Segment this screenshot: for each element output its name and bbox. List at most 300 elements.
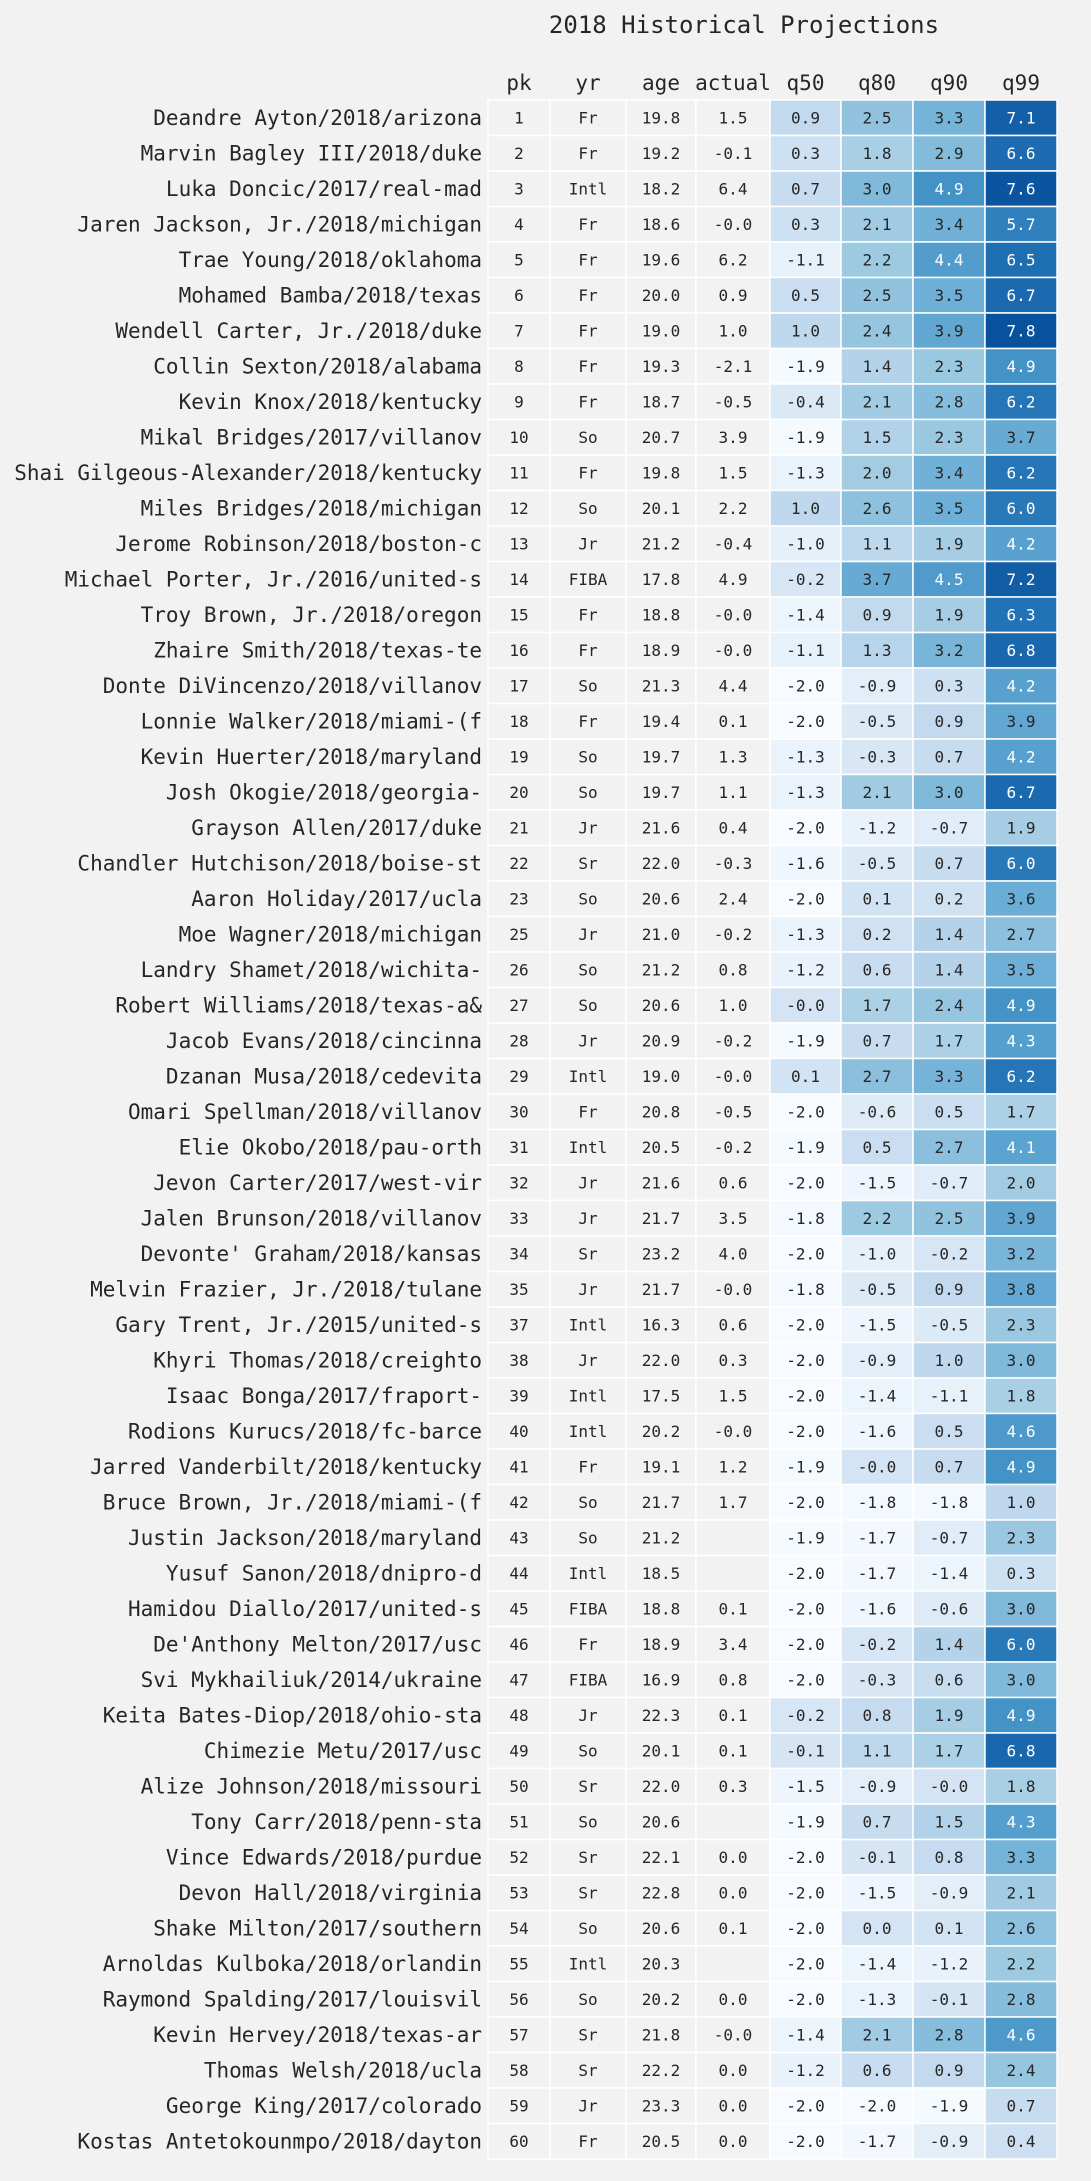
cell-value-q90: 2.3 [934, 427, 964, 447]
cell-value-q90: 0.7 [934, 853, 964, 873]
cell-value-q80: -0.0 [857, 1457, 897, 1477]
cell-value-q90: 1.4 [934, 924, 964, 944]
cell-value-q90: 3.4 [934, 463, 964, 483]
cell-value-yr: Fr [578, 108, 598, 128]
cell-value-pk: 10 [509, 427, 529, 447]
cell-value-q80: -0.9 [857, 1776, 897, 1796]
cell-value-q50: -0.4 [786, 392, 825, 412]
cell-value-pk: 48 [509, 1705, 529, 1725]
cell-value-q99: 4.3 [1006, 1812, 1036, 1832]
cell-value-q99: 4.6 [1006, 2025, 1036, 2045]
row-label: George King/2017/colorado [165, 2093, 482, 2118]
cell-value-q50: -2.0 [786, 1173, 825, 1193]
cell-value-q90: -0.6 [929, 1599, 969, 1619]
cell-value-q90: -0.5 [929, 1315, 969, 1335]
cell-value-actual: 4.4 [718, 676, 748, 696]
row-label: Shai Gilgeous-Alexander/2018/kentucky [14, 460, 482, 485]
cell-value-yr: So [578, 782, 598, 802]
cell-value-yr: Intl [568, 179, 608, 199]
cell-value-q80: -0.9 [857, 676, 897, 696]
cell-value-actual: 0.1 [718, 1599, 748, 1619]
cell-value-q90: 0.1 [934, 1918, 964, 1938]
cell-value-q80: 0.7 [862, 1031, 892, 1051]
cell-value-q99: 0.4 [1006, 2131, 1036, 2151]
cell-value-q90: 0.3 [934, 676, 964, 696]
cell-value-q99: 6.3 [1006, 605, 1036, 625]
row-label: Devonte' Graham/2018/kansas [140, 1241, 482, 1266]
cell-value-pk: 57 [509, 2025, 529, 2045]
cell-value-q50: -1.8 [786, 1208, 825, 1228]
cell-value-actual: -0.2 [713, 1031, 753, 1051]
cell-value-age: 18.8 [641, 605, 681, 625]
cell-value-actual: -0.5 [713, 392, 753, 412]
cell-value-q80: 2.2 [862, 250, 892, 270]
cell-value-q90: 4.5 [934, 569, 964, 589]
cell-value-age: 21.7 [641, 1492, 681, 1512]
row-label: Marvin Bagley III/2018/duke [140, 141, 482, 166]
cell-value-actual: 0.0 [718, 2060, 748, 2080]
cell-value-q90: -0.7 [929, 1173, 969, 1193]
cell-value-q90: 0.5 [934, 1102, 964, 1122]
cell-value-q50: -0.0 [786, 995, 825, 1015]
cell-value-yr: So [578, 1528, 598, 1548]
cell-value-q50: -2.0 [786, 1634, 825, 1654]
cell-value-q90: 0.6 [934, 1670, 964, 1690]
row-label: Jacob Evans/2018/cincinna [165, 1028, 482, 1053]
cell-value-age: 18.8 [641, 1599, 681, 1619]
cell-value-actual: 0.3 [718, 1776, 748, 1796]
cell-value-q80: 0.6 [862, 960, 892, 980]
cell-value-q80: 0.8 [862, 1705, 892, 1725]
cell-value-q99: 5.7 [1006, 214, 1036, 234]
cell-value-yr: Fr [578, 285, 598, 305]
cell-value-q80: -0.9 [857, 1350, 897, 1370]
cell-value-age: 18.5 [641, 1563, 681, 1583]
cell-value-actual: 1.0 [718, 321, 748, 341]
cell-value-q80: 0.7 [862, 1812, 892, 1832]
cell-value-q99: 2.3 [1006, 1528, 1036, 1548]
cell-value-age: 21.0 [641, 924, 681, 944]
cell-value-q80: -1.8 [857, 1492, 897, 1512]
cell-value-q99: 6.5 [1006, 250, 1036, 270]
cell-value-pk: 47 [509, 1670, 529, 1690]
cell-value-q90: 2.8 [934, 2025, 964, 2045]
cell-value-actual: 0.0 [718, 1883, 748, 1903]
cell-value-actual: 3.5 [718, 1208, 748, 1228]
row-label: Justin Jackson/2018/maryland [127, 1525, 482, 1550]
cell-value-q99: 7.2 [1006, 569, 1036, 589]
cell-value-age: 19.8 [641, 108, 681, 128]
cell-value-q90: 2.5 [934, 1208, 964, 1228]
cell-value-actual: -0.3 [713, 853, 753, 873]
row-label: Mikal Bridges/2017/villanov [140, 425, 482, 450]
cell-value-q99: 6.2 [1006, 463, 1036, 483]
cell-value-q80: 2.1 [862, 214, 892, 234]
row-label: Chandler Hutchison/2018/boise-st [77, 851, 482, 876]
cell-value-q50: -2.0 [786, 1883, 825, 1903]
cell-value-yr: Fr [578, 640, 598, 660]
cell-value-yr: FIBA [568, 1670, 608, 1690]
cell-value-yr: Fr [578, 1634, 598, 1654]
cell-value-age: 21.6 [641, 818, 681, 838]
cell-value-q99: 1.7 [1006, 1102, 1036, 1122]
cell-value-q99: 4.6 [1006, 1421, 1036, 1441]
cell-value-actual: 6.2 [718, 250, 748, 270]
cell-value-q80: 0.9 [862, 605, 892, 625]
cell-value-q99: 4.9 [1006, 1705, 1036, 1725]
cell-value-pk: 56 [509, 1989, 529, 2009]
row-label: Aaron Holiday/2017/ucla [191, 886, 482, 911]
cell-value-yr: Fr [578, 356, 598, 376]
cell-value-pk: 22 [509, 853, 529, 873]
row-label: Landry Shamet/2018/wichita- [140, 957, 482, 982]
cell-value-age: 19.7 [641, 782, 681, 802]
cell-value-yr: Jr [578, 818, 598, 838]
cell-value-age: 20.6 [641, 995, 681, 1015]
cell-value-q80: 1.5 [862, 427, 892, 447]
cell-value-q90: 1.7 [934, 1741, 964, 1761]
cell-value-q99: 0.3 [1006, 1563, 1036, 1583]
cell-value-q90: 2.7 [934, 1137, 964, 1157]
cell-value-q90: 0.9 [934, 2060, 964, 2080]
cell-value-q80: 2.1 [862, 392, 892, 412]
cell-value-q50: -2.0 [786, 1350, 825, 1370]
cell-value-age: 20.2 [641, 1989, 681, 2009]
cell-value-age: 23.2 [641, 1244, 681, 1264]
cell-actual [696, 1804, 770, 1840]
cell-value-q50: -1.3 [786, 463, 825, 483]
cell-value-pk: 41 [509, 1457, 529, 1477]
cell-value-yr: So [578, 1918, 598, 1938]
row-label: Vince Edwards/2018/purdue [165, 1845, 482, 1870]
cell-value-yr: So [578, 889, 598, 909]
cell-value-pk: 19 [509, 747, 529, 767]
cell-value-actual: 1.3 [718, 747, 748, 767]
cell-value-pk: 39 [509, 1386, 529, 1406]
cell-value-pk: 58 [509, 2060, 529, 2080]
cell-value-q99: 6.7 [1006, 285, 1036, 305]
row-label: Omari Spellman/2018/villanov [127, 1099, 482, 1124]
row-label: Moe Wagner/2018/michigan [178, 922, 482, 947]
cell-value-pk: 18 [509, 711, 529, 731]
cell-value-q80: -0.1 [857, 1847, 897, 1867]
row-label: Collin Sexton/2018/alabama [153, 354, 482, 379]
cell-value-yr: FIBA [568, 1599, 608, 1619]
row-label: Tony Carr/2018/penn-sta [191, 1809, 482, 1834]
cell-value-q90: 4.4 [934, 250, 964, 270]
cell-value-yr: Fr [578, 143, 598, 163]
cell-value-q50: -2.0 [786, 1670, 825, 1690]
cell-value-pk: 34 [509, 1244, 529, 1264]
cell-value-q90: 3.9 [934, 321, 964, 341]
cell-value-q50: -2.0 [786, 711, 825, 731]
cell-value-q80: -0.6 [857, 1102, 897, 1122]
cell-value-q90: -0.0 [929, 1776, 969, 1796]
cell-value-q99: 1.8 [1006, 1386, 1036, 1406]
cell-value-actual: 4.0 [718, 1244, 748, 1264]
row-label: Kevin Hervey/2018/texas-ar [153, 2022, 482, 2047]
cell-value-actual: 1.7 [718, 1492, 748, 1512]
cell-value-q99: 0.7 [1006, 2096, 1036, 2116]
cell-value-actual: 0.0 [718, 2096, 748, 2116]
cell-value-q99: 4.1 [1006, 1137, 1036, 1157]
cell-value-yr: So [578, 1492, 598, 1512]
cell-value-q99: 2.7 [1006, 924, 1036, 944]
cell-value-age: 16.3 [641, 1315, 681, 1335]
cell-value-q90: 0.5 [934, 1421, 964, 1441]
cell-value-q50: 0.1 [791, 1066, 820, 1086]
cell-value-q80: 2.4 [862, 321, 892, 341]
cell-value-actual: -0.0 [713, 1279, 753, 1299]
cell-value-q50: -1.1 [786, 250, 825, 270]
cell-value-age: 22.0 [641, 853, 681, 873]
cell-value-q90: 2.9 [934, 143, 964, 163]
column-header-pk: pk [506, 71, 532, 95]
cell-value-actual: 0.8 [718, 1670, 748, 1690]
row-label: Mohamed Bamba/2018/texas [178, 283, 482, 308]
cell-value-pk: 11 [509, 463, 529, 483]
cell-value-yr: Fr [578, 392, 598, 412]
cell-value-yr: Sr [578, 2025, 598, 2045]
cell-value-pk: 51 [509, 1812, 529, 1832]
cell-value-pk: 17 [509, 676, 529, 696]
cell-value-pk: 31 [509, 1137, 529, 1157]
cell-value-q80: 2.5 [862, 108, 892, 128]
cell-value-yr: So [578, 1989, 598, 2009]
cell-value-q50: -2.0 [786, 889, 825, 909]
cell-value-yr: Fr [578, 321, 598, 341]
cell-value-yr: Sr [578, 853, 598, 873]
cell-value-pk: 55 [509, 1954, 529, 1974]
cell-value-q99: 3.5 [1006, 960, 1036, 980]
cell-value-yr: Fr [578, 214, 598, 234]
cell-value-actual: 1.5 [718, 1386, 748, 1406]
row-label: Rodions Kurucs/2018/fc-barce [127, 1419, 482, 1444]
cell-value-q99: 6.6 [1006, 143, 1036, 163]
cell-value-age: 18.6 [641, 214, 681, 234]
row-label: Troy Brown, Jr./2018/oregon [140, 602, 482, 627]
cell-value-q99: 2.0 [1006, 1173, 1036, 1193]
cell-value-yr: Fr [578, 463, 598, 483]
cell-value-pk: 2 [514, 143, 524, 163]
cell-value-q80: -1.5 [857, 1173, 897, 1193]
cell-value-age: 20.1 [641, 1741, 681, 1761]
cell-value-q50: -1.6 [786, 853, 825, 873]
cell-value-q80: 2.1 [862, 2025, 892, 2045]
cell-value-actual: -2.1 [713, 356, 753, 376]
cell-value-actual: 3.4 [718, 1634, 748, 1654]
cell-value-q90: 2.8 [934, 392, 964, 412]
cell-value-yr: Jr [578, 1173, 598, 1193]
cell-value-q99: 6.0 [1006, 498, 1036, 518]
cell-value-q50: 0.3 [791, 143, 820, 163]
cell-actual [696, 1946, 770, 1982]
cell-value-age: 18.9 [641, 640, 681, 660]
row-label: Robert Williams/2018/texas-a& [115, 993, 482, 1018]
cell-value-age: 18.9 [641, 1634, 681, 1654]
cell-value-q80: -1.7 [857, 1563, 897, 1583]
row-label: Jalen Brunson/2018/villanov [140, 1206, 482, 1231]
cell-value-q99: 4.9 [1006, 356, 1036, 376]
cell-value-yr: Jr [578, 534, 598, 554]
cell-value-q80: -0.5 [857, 1279, 897, 1299]
cell-value-age: 18.2 [641, 179, 681, 199]
cell-value-yr: Jr [578, 924, 598, 944]
cell-value-age: 22.0 [641, 1350, 681, 1370]
cell-value-pk: 13 [509, 534, 529, 554]
cell-value-actual: -0.0 [713, 2025, 753, 2045]
cell-value-q50: -2.0 [786, 676, 825, 696]
cell-value-q80: -1.7 [857, 2131, 897, 2151]
cell-value-q99: 1.0 [1006, 1492, 1036, 1512]
row-label: Raymond Spalding/2017/louisvil [102, 1987, 482, 2012]
row-label: Jaren Jackson, Jr./2018/michigan [77, 212, 482, 237]
cell-value-pk: 15 [509, 605, 529, 625]
cell-value-age: 20.1 [641, 498, 681, 518]
row-label: Lonnie Walker/2018/miami-(f [140, 709, 482, 734]
cell-value-q50: -2.0 [786, 1421, 825, 1441]
cell-value-q50: -2.0 [786, 1599, 825, 1619]
cell-value-yr: So [578, 427, 598, 447]
cell-value-q99: 6.0 [1006, 853, 1036, 873]
cell-value-yr: Jr [578, 1350, 598, 1370]
cell-value-actual: -0.0 [713, 640, 753, 660]
cell-value-age: 19.0 [641, 1066, 681, 1086]
cell-value-q90: 3.2 [934, 640, 964, 660]
cell-value-q90: 3.3 [934, 1066, 964, 1086]
cell-value-age: 21.2 [641, 960, 681, 980]
cell-value-actual: 1.5 [718, 463, 748, 483]
cell-value-pk: 7 [514, 321, 524, 341]
cell-value-q90: 0.9 [934, 711, 964, 731]
row-label: Khyri Thomas/2018/creighto [153, 1348, 482, 1373]
cell-value-q90: 1.7 [934, 1031, 964, 1051]
row-label: Dzanan Musa/2018/cedevita [165, 1064, 482, 1089]
cell-value-q50: -1.1 [786, 640, 825, 660]
cell-value-yr: So [578, 498, 598, 518]
cell-value-actual: 2.4 [718, 889, 748, 909]
cell-value-pk: 54 [509, 1918, 529, 1938]
cell-value-q90: 3.5 [934, 285, 964, 305]
cell-value-actual: -0.0 [713, 214, 753, 234]
cell-value-pk: 8 [514, 356, 524, 376]
row-label: Arnoldas Kulboka/2018/orlandin [102, 1951, 482, 1976]
row-label: Zhaire Smith/2018/texas-te [153, 638, 482, 663]
cell-value-pk: 53 [509, 1883, 529, 1903]
row-label: Kevin Huerter/2018/maryland [140, 744, 482, 769]
cell-value-yr: Sr [578, 1776, 598, 1796]
cell-value-q90: -0.9 [929, 1883, 969, 1903]
row-label: Wendell Carter, Jr./2018/duke [115, 318, 482, 343]
cell-value-q80: -0.5 [857, 853, 897, 873]
cell-value-q50: -2.0 [786, 1563, 825, 1583]
cell-value-yr: Intl [568, 1954, 608, 1974]
cell-value-age: 19.1 [641, 1457, 681, 1477]
cell-value-pk: 21 [509, 818, 529, 838]
cell-value-q50: -2.0 [786, 2131, 825, 2151]
cell-value-actual: 1.2 [718, 1457, 748, 1477]
row-label: Trae Young/2018/oklahoma [178, 247, 482, 272]
cell-value-q50: -1.3 [786, 747, 825, 767]
cell-value-pk: 42 [509, 1492, 529, 1512]
cell-value-age: 19.4 [641, 711, 681, 731]
cell-value-q90: 3.5 [934, 498, 964, 518]
cell-value-q80: -1.3 [857, 1989, 897, 2009]
cell-value-q99: 3.0 [1006, 1670, 1036, 1690]
cell-value-age: 17.8 [641, 569, 681, 589]
cell-value-yr: Jr [578, 1208, 598, 1228]
cell-value-age: 22.1 [641, 1847, 681, 1867]
cell-value-q90: 1.9 [934, 605, 964, 625]
cell-value-age: 19.3 [641, 356, 681, 376]
cell-value-q50: -2.0 [786, 1102, 825, 1122]
cell-value-q90: -1.8 [929, 1492, 969, 1512]
cell-value-actual: 0.0 [718, 2131, 748, 2151]
cell-value-actual: 1.5 [718, 108, 748, 128]
cell-value-q80: -1.6 [857, 1421, 897, 1441]
cell-value-yr: Sr [578, 1883, 598, 1903]
column-header-q80: q80 [858, 71, 896, 95]
cell-value-q90: -0.7 [929, 818, 969, 838]
row-label: Elie Okobo/2018/pau-orth [178, 1135, 482, 1160]
cell-value-actual: -0.4 [713, 534, 753, 554]
cell-value-actual: -0.0 [713, 1421, 753, 1441]
cell-value-q99: 6.2 [1006, 392, 1036, 412]
cell-value-yr: Fr [578, 2131, 598, 2151]
row-label: Shake Milton/2017/southern [153, 1916, 482, 1941]
row-label: De'Anthony Melton/2017/usc [153, 1632, 482, 1657]
cell-value-yr: Sr [578, 2060, 598, 2080]
cell-value-pk: 60 [509, 2131, 529, 2151]
cell-value-q50: -1.9 [786, 1812, 825, 1832]
cell-value-q99: 6.8 [1006, 640, 1036, 660]
row-label: Kevin Knox/2018/kentucky [178, 389, 482, 414]
cell-value-age: 20.2 [641, 1421, 681, 1441]
cell-value-age: 21.2 [641, 534, 681, 554]
cell-value-q50: 0.7 [791, 179, 820, 199]
cell-value-yr: Fr [578, 1102, 598, 1122]
cell-value-age: 18.7 [641, 392, 681, 412]
row-label: Isaac Bonga/2017/fraport- [165, 1383, 482, 1408]
cell-value-pk: 27 [509, 995, 529, 1015]
cell-value-q99: 3.0 [1006, 1599, 1036, 1619]
cell-value-age: 22.2 [641, 2060, 681, 2080]
cell-value-q99: 6.0 [1006, 1634, 1036, 1654]
cell-value-q80: 2.7 [862, 1066, 892, 1086]
cell-value-pk: 50 [509, 1776, 529, 1796]
cell-value-q50: -1.9 [786, 1137, 825, 1157]
cell-value-yr: Intl [568, 1421, 608, 1441]
cell-value-pk: 46 [509, 1634, 529, 1654]
cell-value-pk: 32 [509, 1173, 529, 1193]
column-header-q50: q50 [786, 71, 825, 95]
cell-value-age: 20.6 [641, 1918, 681, 1938]
cell-value-actual: 0.3 [718, 1350, 748, 1370]
cell-value-age: 16.9 [641, 1670, 681, 1690]
row-label: Deandre Ayton/2018/arizona [153, 105, 482, 130]
cell-value-yr: Fr [578, 711, 598, 731]
cell-value-q99: 2.1 [1006, 1883, 1036, 1903]
cell-value-yr: Intl [568, 1386, 608, 1406]
cell-value-yr: FIBA [568, 569, 608, 589]
cell-value-yr: So [578, 995, 598, 1015]
cell-value-pk: 16 [509, 640, 529, 660]
cell-value-actual: 0.1 [718, 1741, 748, 1761]
cell-value-age: 20.5 [641, 1137, 681, 1157]
cell-value-actual: 0.0 [718, 1989, 748, 2009]
cell-value-q80: 0.0 [862, 1918, 892, 1938]
cell-actual [696, 1520, 770, 1556]
